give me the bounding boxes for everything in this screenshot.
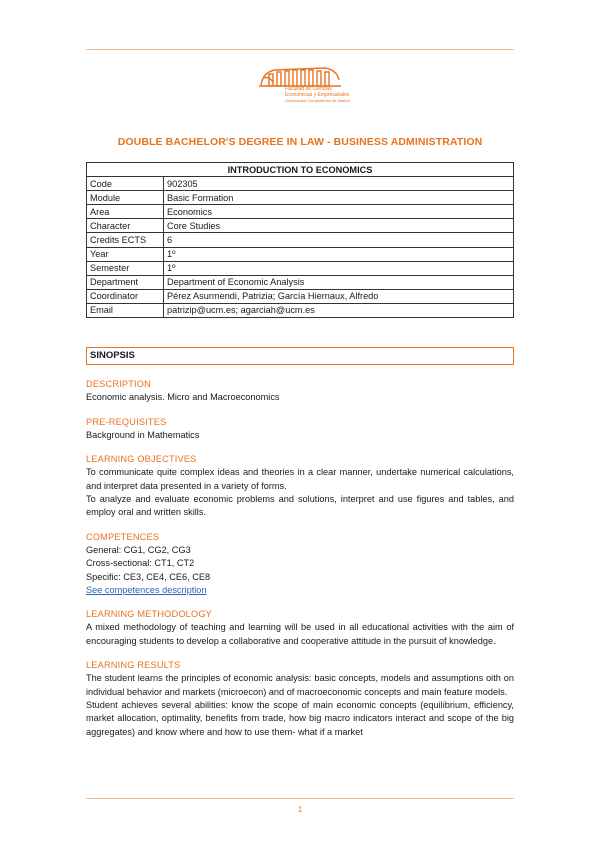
table-row [87,275,514,289]
row-value: 1º [164,261,514,275]
results-heading: LEARNING RESULTS [86,660,181,671]
row-value: patrizip@ucm.es; agarciah@ucm.es [164,303,514,317]
objectives-paragraph-1: To communicate quite complex ideas and theories in a clear manner, undertake numerical calculations, and interpret data presented in a variety of forms. [86,467,514,491]
row-value: 902305 [164,177,514,191]
prerequisites-text: Background in Mathematics [86,429,200,440]
logo-line-2: Económicas y Empresariales [285,92,350,98]
row-value: Core Studies [164,219,514,233]
description-text: Economic analysis. Micro and Macroeconomics [86,392,280,403]
table-row [87,205,514,219]
row-key: Department [87,275,164,289]
results-paragraph-2: Student achieves several abilities: know the scope of main economic concepts (equilibrium, efficiency, market allocation, optimality, benefits from trade, how big macro indicators interact and scope of the big aggregates) and know where and how to use them- what if a market [86,699,514,737]
table-row [87,289,514,303]
row-value: Economics [164,205,514,219]
table-row [87,261,514,275]
row-key: Semester [87,261,164,275]
methodology-text: A mixed methodology of teaching and learning will be used in all educational activities with the aim of encouraging students to develop a collaborative and cooperative attitude in the pursuit of knowledge. [86,622,514,646]
competences-general: General: CG1, CG2, CG3 [86,544,191,555]
objectives-paragraph-2: To analyze and evaluate economic problems and solutions, interpret and use figures and tables, and employ oral and written skills. [86,494,514,518]
competences-cross-sectional: Cross-sectional: CT1, CT2 [86,558,195,569]
row-key: Character [87,219,164,233]
prerequisites-heading: PRE-REQUISITES [86,416,167,427]
degree-title: DOUBLE BACHELOR'S DEGREE IN LAW - BUSINESS ADMINISTRATION [117,136,483,148]
table-row [87,303,514,317]
table-row [87,177,514,191]
row-key: Email [87,303,164,317]
table-row [87,247,514,261]
row-value: Department of Economic Analysis [164,275,514,289]
table-row [87,191,514,205]
page-number: 1 [297,805,303,814]
course-info-table [86,162,514,318]
methodology-heading: LEARNING METHODOLOGY [86,609,213,620]
row-key: Module [87,191,164,205]
syllabus-content [86,378,514,739]
description-heading: DESCRIPTION [86,379,151,389]
results-paragraph-1: The student learns the principles of economic analysis: basic concepts, models and assumptions oith on individual behavior and markets (microecon) and of macroeconomic concepts and main feature models. [86,673,514,697]
course-name-heading: INTRODUCTION TO ECONOMICS [87,163,514,177]
row-key: Year [87,247,164,261]
row-key: Credits ECTS [87,233,164,247]
faculty-logo [255,58,350,108]
sinopsis-heading: SINOPSIS [86,347,514,365]
competences-heading: COMPETENCES [86,531,160,542]
row-key: Coordinator [87,289,164,303]
objectives-heading: LEARNING OBJECTIVES [86,454,197,465]
footer-rule [86,798,514,799]
row-key: Area [87,205,164,219]
header-rule [86,49,514,50]
table-row [87,219,514,233]
competences-description-link[interactable]: See competences description [86,584,207,595]
row-value: Pérez Asurmendi, Patrizia; García Hiernaux, Alfredo [164,289,514,303]
row-key: Code [87,177,164,191]
table-heading-row [87,163,514,177]
row-value: Basic Formation [164,191,514,205]
row-value: 1º [164,247,514,261]
logo-line-1: Facultad de Ciencias [285,86,332,92]
logo-line-3: Universidad Complutense de Madrid [285,98,350,103]
competences-specific: Specific: CE3, CE4, CE6, CE8 [86,571,211,582]
row-value: 6 [164,233,514,247]
table-row [87,233,514,247]
